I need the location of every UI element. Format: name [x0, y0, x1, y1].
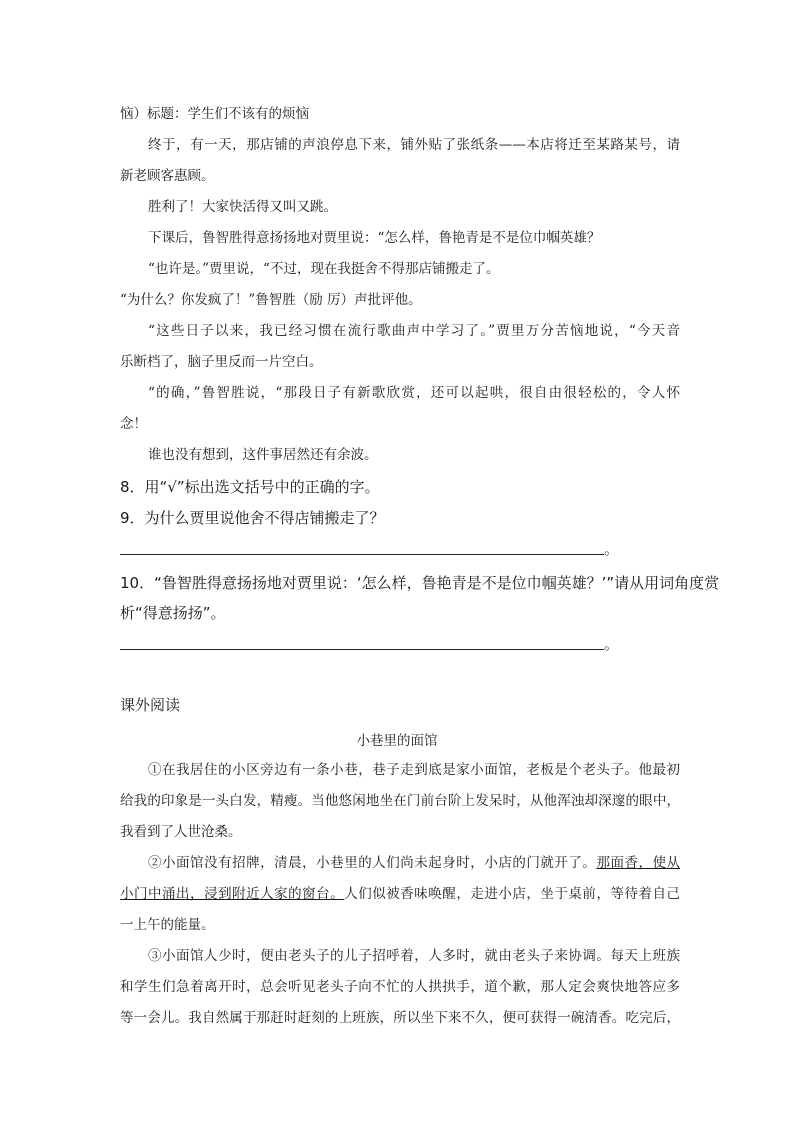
question-10-cont: 析“得意扬扬”。: [120, 604, 226, 622]
story-paragraph: 胜利了！大家快活得又叫又跳。: [148, 199, 337, 215]
underlined-text: 那面香，使从: [596, 855, 681, 871]
story-paragraph: “这些日子以来，我已经习惯在流行歌曲声中学习了。”贾里万分苦恼地说，“今天音: [148, 323, 680, 339]
story-paragraph: 恼）标题：学生们不该有的烦恼: [120, 106, 309, 122]
question-9: 9．为什么贾里说他舍不得店铺搬走了？: [120, 509, 385, 527]
plain-text: 人们似被香味唤醒，走进小店，坐于桌前，等待着自己: [344, 886, 681, 902]
story-paragraph: 下课后，鲁智胜得意扬扬地对贾里说：“怎么样，鲁艳青是不是位巾帼英雄？: [148, 230, 601, 246]
article-title: 小巷里的面馆: [356, 733, 438, 749]
article-paragraph: 等一会儿。我自然属于那赶时赶刻的上班族，所以坐下来不久，便可获得一碗清香。吃完后，: [120, 1010, 680, 1026]
article-paragraph: [148, 853, 680, 873]
article-paragraph: 一上午的能量。: [120, 917, 215, 933]
answer-end-mark: 。: [604, 635, 620, 653]
article-paragraph: 我看到了人世沧桑。: [120, 824, 242, 840]
section-heading: 课外阅读: [120, 696, 181, 714]
answer-end-mark: 。: [604, 540, 620, 558]
plain-text: ②小面馆没有招牌，清晨，小巷里的人们尚未起身时，小店的门就开了。: [148, 855, 597, 871]
story-paragraph: 乐断档了，脑子里反而一片空白。: [120, 354, 323, 370]
story-paragraph: 念！: [120, 416, 147, 432]
story-paragraph: “为什么？你发疯了！”鲁智胜（励 厉）声批评他。: [120, 292, 422, 308]
article-paragraph: ③小面馆人少时，便由老头子的儿子招呼着，人多时，就由老头子来协调。每天上班族: [148, 948, 680, 964]
article-paragraph: 给我的印象是一头白发，精瘦。当他悠闲地坐在门前台阶上发呆时，从他浑浊却深邃的眼中，: [120, 793, 680, 809]
answer-line: [120, 649, 604, 650]
underlined-text: 小门中涌出，浸到附近人家的窗台。: [120, 886, 345, 902]
article-paragraph: [120, 884, 680, 904]
answer-line: [120, 554, 604, 555]
question-10: 10．“鲁智胜得意扬扬地对贾里说：‘怎么样，鲁艳青是不是位巾帼英雄？’”请从用词角度赏: [120, 574, 720, 592]
article-paragraph: ①在我居住的小区旁边有一条小巷，巷子走到底是家小面馆，老板是个老头子。他最初: [148, 762, 680, 778]
article-paragraph: 和学生们急着离开时，总会听见老头子向不忙的人拱拱手，道个歉，那人定会爽快地答应多: [120, 979, 680, 995]
story-paragraph: “也许是。”贾里说，“不过，现在我挺舍不得那店铺搬走了。: [148, 261, 500, 277]
story-paragraph: 终于，有一天，那店铺的声浪停息下来，铺外贴了张纸条——本店将迁至某路某号，请: [148, 137, 680, 153]
story-paragraph: 谁也没有想到，这件事居然还有余波。: [148, 447, 378, 463]
story-paragraph: 新老顾客惠顾。: [120, 168, 215, 184]
story-paragraph: “的确，”鲁智胜说，“那段日子有新歌欣赏，还可以起哄，很自由很轻松的，令人怀: [148, 385, 680, 401]
question-8: 8．用“√”标出选文括号中的正确的字。: [120, 478, 380, 496]
